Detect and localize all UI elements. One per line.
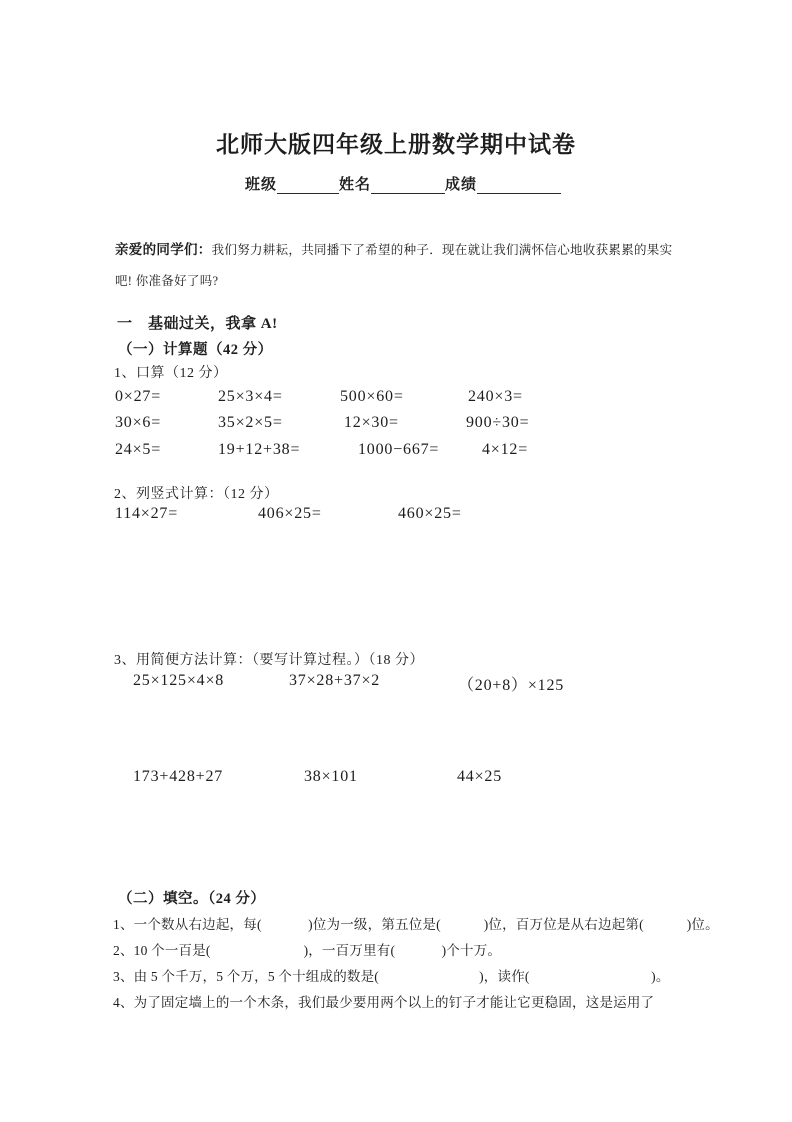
fill-item: 2、10 个一百是( )，一百万里有( )个十万。 bbox=[113, 943, 502, 958]
math-expression: 1000−667= bbox=[358, 441, 440, 458]
greeting-body: 我们努力耕耘，共同播下了希望的种子．现在就让我们满怀信心地收获累累的果实吧! 你准备好了吗? bbox=[115, 242, 673, 288]
fill-item: 3、由 5 个千万，5 个万，5 个十组成的数是( )，读作( )。 bbox=[113, 969, 670, 984]
fill-section-heading: （二）填空。（24 分） bbox=[118, 891, 266, 907]
greeting-lead: 亲爱的同学们： bbox=[115, 241, 212, 257]
math-expression: 173+428+27 bbox=[133, 768, 224, 785]
simplify-calc-heading: 3、用简便方法计算：（要写计算过程。）（18 分） bbox=[114, 653, 424, 668]
class-label: 班级 bbox=[245, 177, 278, 193]
calc-section-heading: （一）计算题（42 分） bbox=[118, 342, 273, 358]
student-info-line bbox=[245, 172, 561, 194]
score-blank bbox=[477, 176, 561, 194]
class-blank bbox=[277, 176, 339, 194]
section-one-heading: 一 基础过关，我拿 A! bbox=[117, 316, 278, 332]
greeting bbox=[115, 234, 687, 297]
math-expression: （20+8）×125 bbox=[458, 677, 565, 694]
fill-item: 1、一个数从右边起，每( )位为一级，第五位是( )位，百万位是从右边起第( )位。 bbox=[113, 917, 719, 932]
math-expression: 900÷30= bbox=[466, 414, 530, 431]
math-expression: 406×25= bbox=[258, 505, 322, 522]
score-label: 成绩 bbox=[445, 177, 478, 193]
math-expression: 25×125×4×8 bbox=[133, 672, 225, 689]
math-expression: 4×12= bbox=[482, 441, 529, 458]
math-expression: 0×27= bbox=[115, 388, 162, 405]
math-expression: 30×6= bbox=[115, 414, 162, 431]
name-blank bbox=[371, 176, 445, 194]
math-expression: 35×2×5= bbox=[218, 414, 283, 431]
math-expression: 114×27= bbox=[115, 505, 179, 522]
fill-item: 4、为了固定墙上的一个木条，我们最少要用两个以上的钉子才能让它更稳固，这是运用了 bbox=[113, 995, 655, 1010]
math-expression: 44×25 bbox=[457, 768, 503, 785]
math-expression: 240×3= bbox=[468, 388, 523, 405]
math-expression: 500×60= bbox=[340, 388, 404, 405]
math-expression: 12×30= bbox=[344, 414, 399, 431]
math-expression: 25×3×4= bbox=[218, 388, 283, 405]
math-expression: 38×101 bbox=[304, 768, 358, 785]
mental-math-heading: 1、口算（12 分） bbox=[114, 366, 228, 381]
math-expression: 19+12+38= bbox=[218, 441, 301, 458]
math-expression: 460×25= bbox=[398, 505, 462, 522]
math-expression: 37×28+37×2 bbox=[289, 672, 381, 689]
page-title: 北师大版四年级上册数学期中试卷 bbox=[216, 132, 576, 157]
name-label: 姓名 bbox=[339, 177, 372, 193]
math-expression: 24×5= bbox=[115, 441, 162, 458]
vertical-calc-heading: 2、列竖式计算：（12 分） bbox=[114, 487, 279, 502]
